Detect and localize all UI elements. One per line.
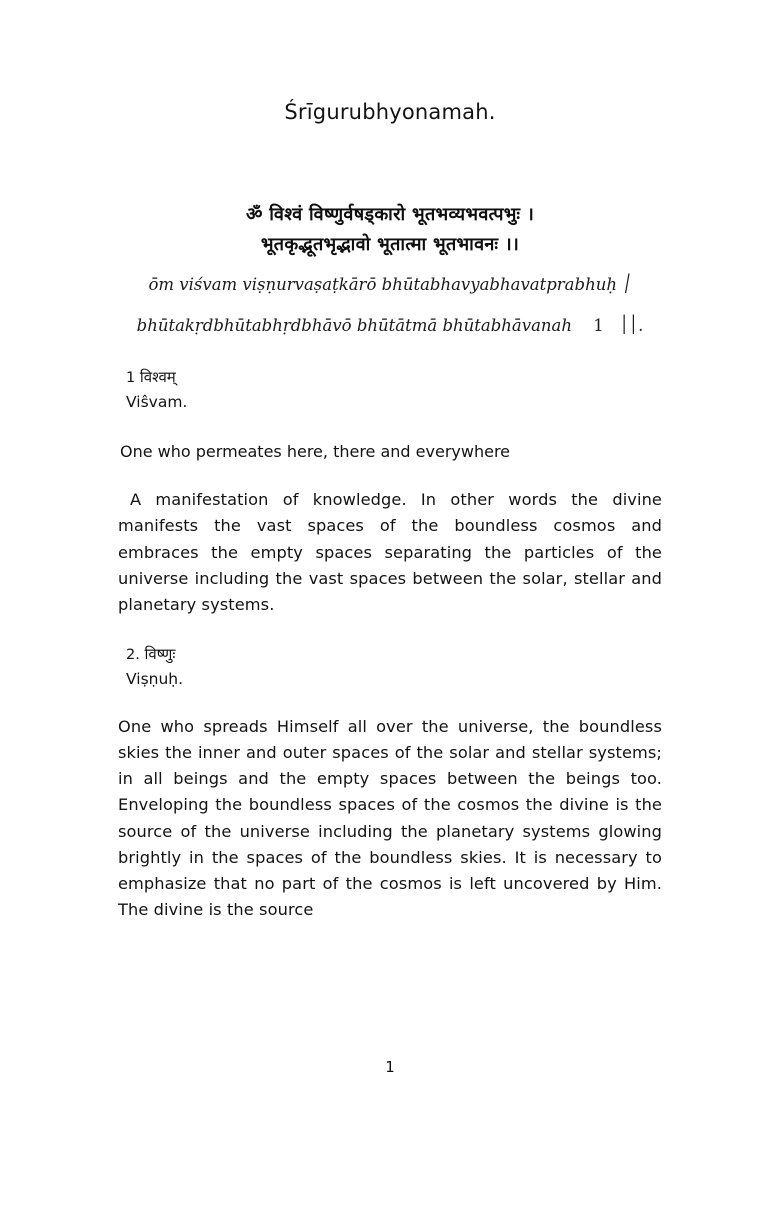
verse-devanagari-line-1: ॐ विश्वं विष्णुर्वषड्कारो भूतभव्यभवत्पभुः । xyxy=(245,204,535,225)
entry-2 xyxy=(118,644,662,923)
entry-2-number: 2. xyxy=(126,647,140,664)
entry-2-heading xyxy=(126,644,662,666)
entry-2-transliteration: Viṣṇuḥ. xyxy=(126,670,184,689)
verse-devanagari-line-2: भूतकृद्भूतभृद्भावो भूतात्मा भूतभावनः ।। xyxy=(260,233,520,255)
page-number: 1 xyxy=(385,1058,395,1076)
entry-1-gloss: One who permeates here, there and everywhere xyxy=(120,442,511,462)
entry-1 xyxy=(118,367,662,618)
document-page xyxy=(0,100,780,1208)
entry-1-number: 1 xyxy=(126,370,136,387)
verse-transliteration-text: bhūtakṛdbhūtabhṛdbhāvō bhūtātmā bhūtabhāvanah xyxy=(136,316,573,336)
verse-number: ׀׀ 1. xyxy=(593,316,644,336)
verse-transliteration-line-2 xyxy=(118,312,662,341)
entry-1-heading xyxy=(126,367,662,389)
verse-transliteration-line-1: ōm viśvam viṣṇurvaṣaṭkārō bhūtabhavyabhavatprabhuḥ ׀ xyxy=(148,275,632,295)
entry-1-transliteration: Viŝvam. xyxy=(126,393,188,412)
entry-2-paragraph-1: One who spreads Himself all over the universe, the boundless skies the inner and outer spaces of the solar and stellar systems; in all beings and the empty spaces between the beings too. Enveloping the boundless spaces of the cosmos the divine is the source of the universe including the planetary systems glowing brightly in the spaces of the boundless skies. It is necessary to emphasize that no part of the cosmos is left uncovered by Him. The divine is the source xyxy=(118,716,662,920)
page-title: Śrīgurubhyonamah. xyxy=(284,100,496,124)
verse-block xyxy=(118,200,662,341)
entry-1-devanagari: विश्वम् xyxy=(139,368,176,387)
entry-2-devanagari: विष्णुः xyxy=(144,645,176,664)
entry-1-paragraph-1: A manifestation of knowledge. In other words the divine manifests the vast spaces of the boundless cosmos and embraces the empty spaces separating the particles of the universe including the vast spaces between the solar, stellar and planetary systems. xyxy=(118,490,662,615)
